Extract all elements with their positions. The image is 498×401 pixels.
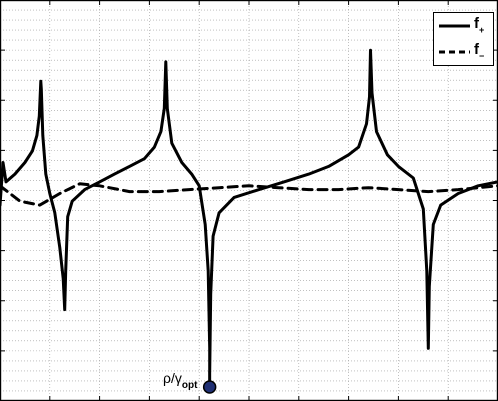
legend-label-f-minus-name: f <box>474 41 479 58</box>
legend-label-f-plus-name: f <box>474 15 479 32</box>
legend-box <box>434 13 494 66</box>
optimum-marker <box>204 381 216 393</box>
optimum-annotation-text: ρ/γ <box>163 370 182 386</box>
optimum-annotation <box>163 370 198 391</box>
legend <box>434 13 494 66</box>
legend-label-f-plus-subscript: + <box>479 25 485 35</box>
legend-label-f-minus-subscript: − <box>479 51 485 61</box>
optimum-annotation-subscript: opt <box>181 380 198 391</box>
